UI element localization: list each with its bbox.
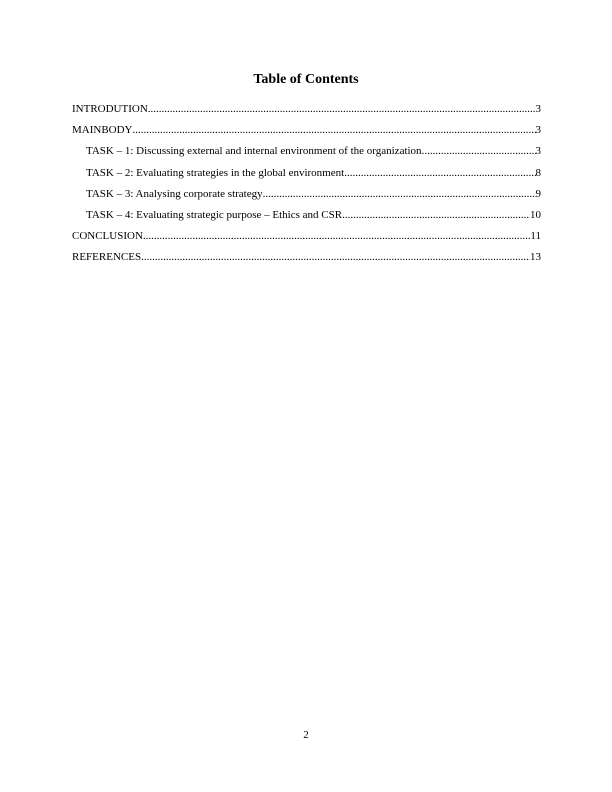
toc-entry-introdution[interactable]: [72, 102, 541, 123]
dot-leader: [148, 102, 536, 116]
toc-entry-page: 8: [535, 166, 541, 179]
dot-leader: [344, 166, 535, 180]
dot-leader: [141, 250, 530, 264]
toc-entry-label: INTRODUTION: [72, 103, 148, 115]
toc-entry-page: 10: [530, 208, 541, 221]
dot-leader: [133, 123, 536, 137]
toc-entry-label: TASK – 1: Discussing external and internal environment of the organization: [86, 145, 422, 158]
toc-entry-task-4[interactable]: [72, 208, 541, 229]
toc-entry-task-1[interactable]: [72, 144, 541, 165]
toc-list: [72, 102, 541, 272]
toc-entry-mainbody[interactable]: [72, 123, 541, 144]
dot-leader: [422, 144, 536, 158]
page-number: 2: [303, 729, 309, 741]
dot-leader: [342, 208, 530, 222]
toc-entry-label: TASK – 3: Analysing corporate strategy: [86, 187, 263, 200]
toc-entry-label: TASK – 2: Evaluating strategies in the global environment: [86, 166, 345, 179]
toc-entry-page: 9: [535, 187, 541, 200]
toc-entry-conclusion[interactable]: [72, 229, 541, 250]
toc-entry-label: MAINBODY: [72, 124, 133, 137]
toc-entry-label: TASK – 4: Evaluating strategic purpose – Ethics and CSR: [86, 208, 343, 221]
toc-entry-label: CONCLUSION: [72, 230, 143, 243]
toc-entry-page: 3: [535, 124, 541, 137]
toc-entry-page: 11: [530, 230, 541, 243]
toc-entry-page: 3: [535, 145, 541, 158]
dot-leader: [143, 229, 531, 243]
toc-entry-page: 13: [530, 251, 541, 264]
dot-leader: [263, 187, 536, 201]
toc-title: Table of Contents: [253, 72, 359, 87]
toc-entry-task-2[interactable]: [72, 166, 541, 187]
toc-entry-references[interactable]: [72, 250, 541, 271]
toc-entry-label: REFERENCES: [72, 251, 142, 264]
toc-entry-page: 3: [535, 103, 541, 115]
toc-entry-task-3[interactable]: [72, 187, 541, 208]
